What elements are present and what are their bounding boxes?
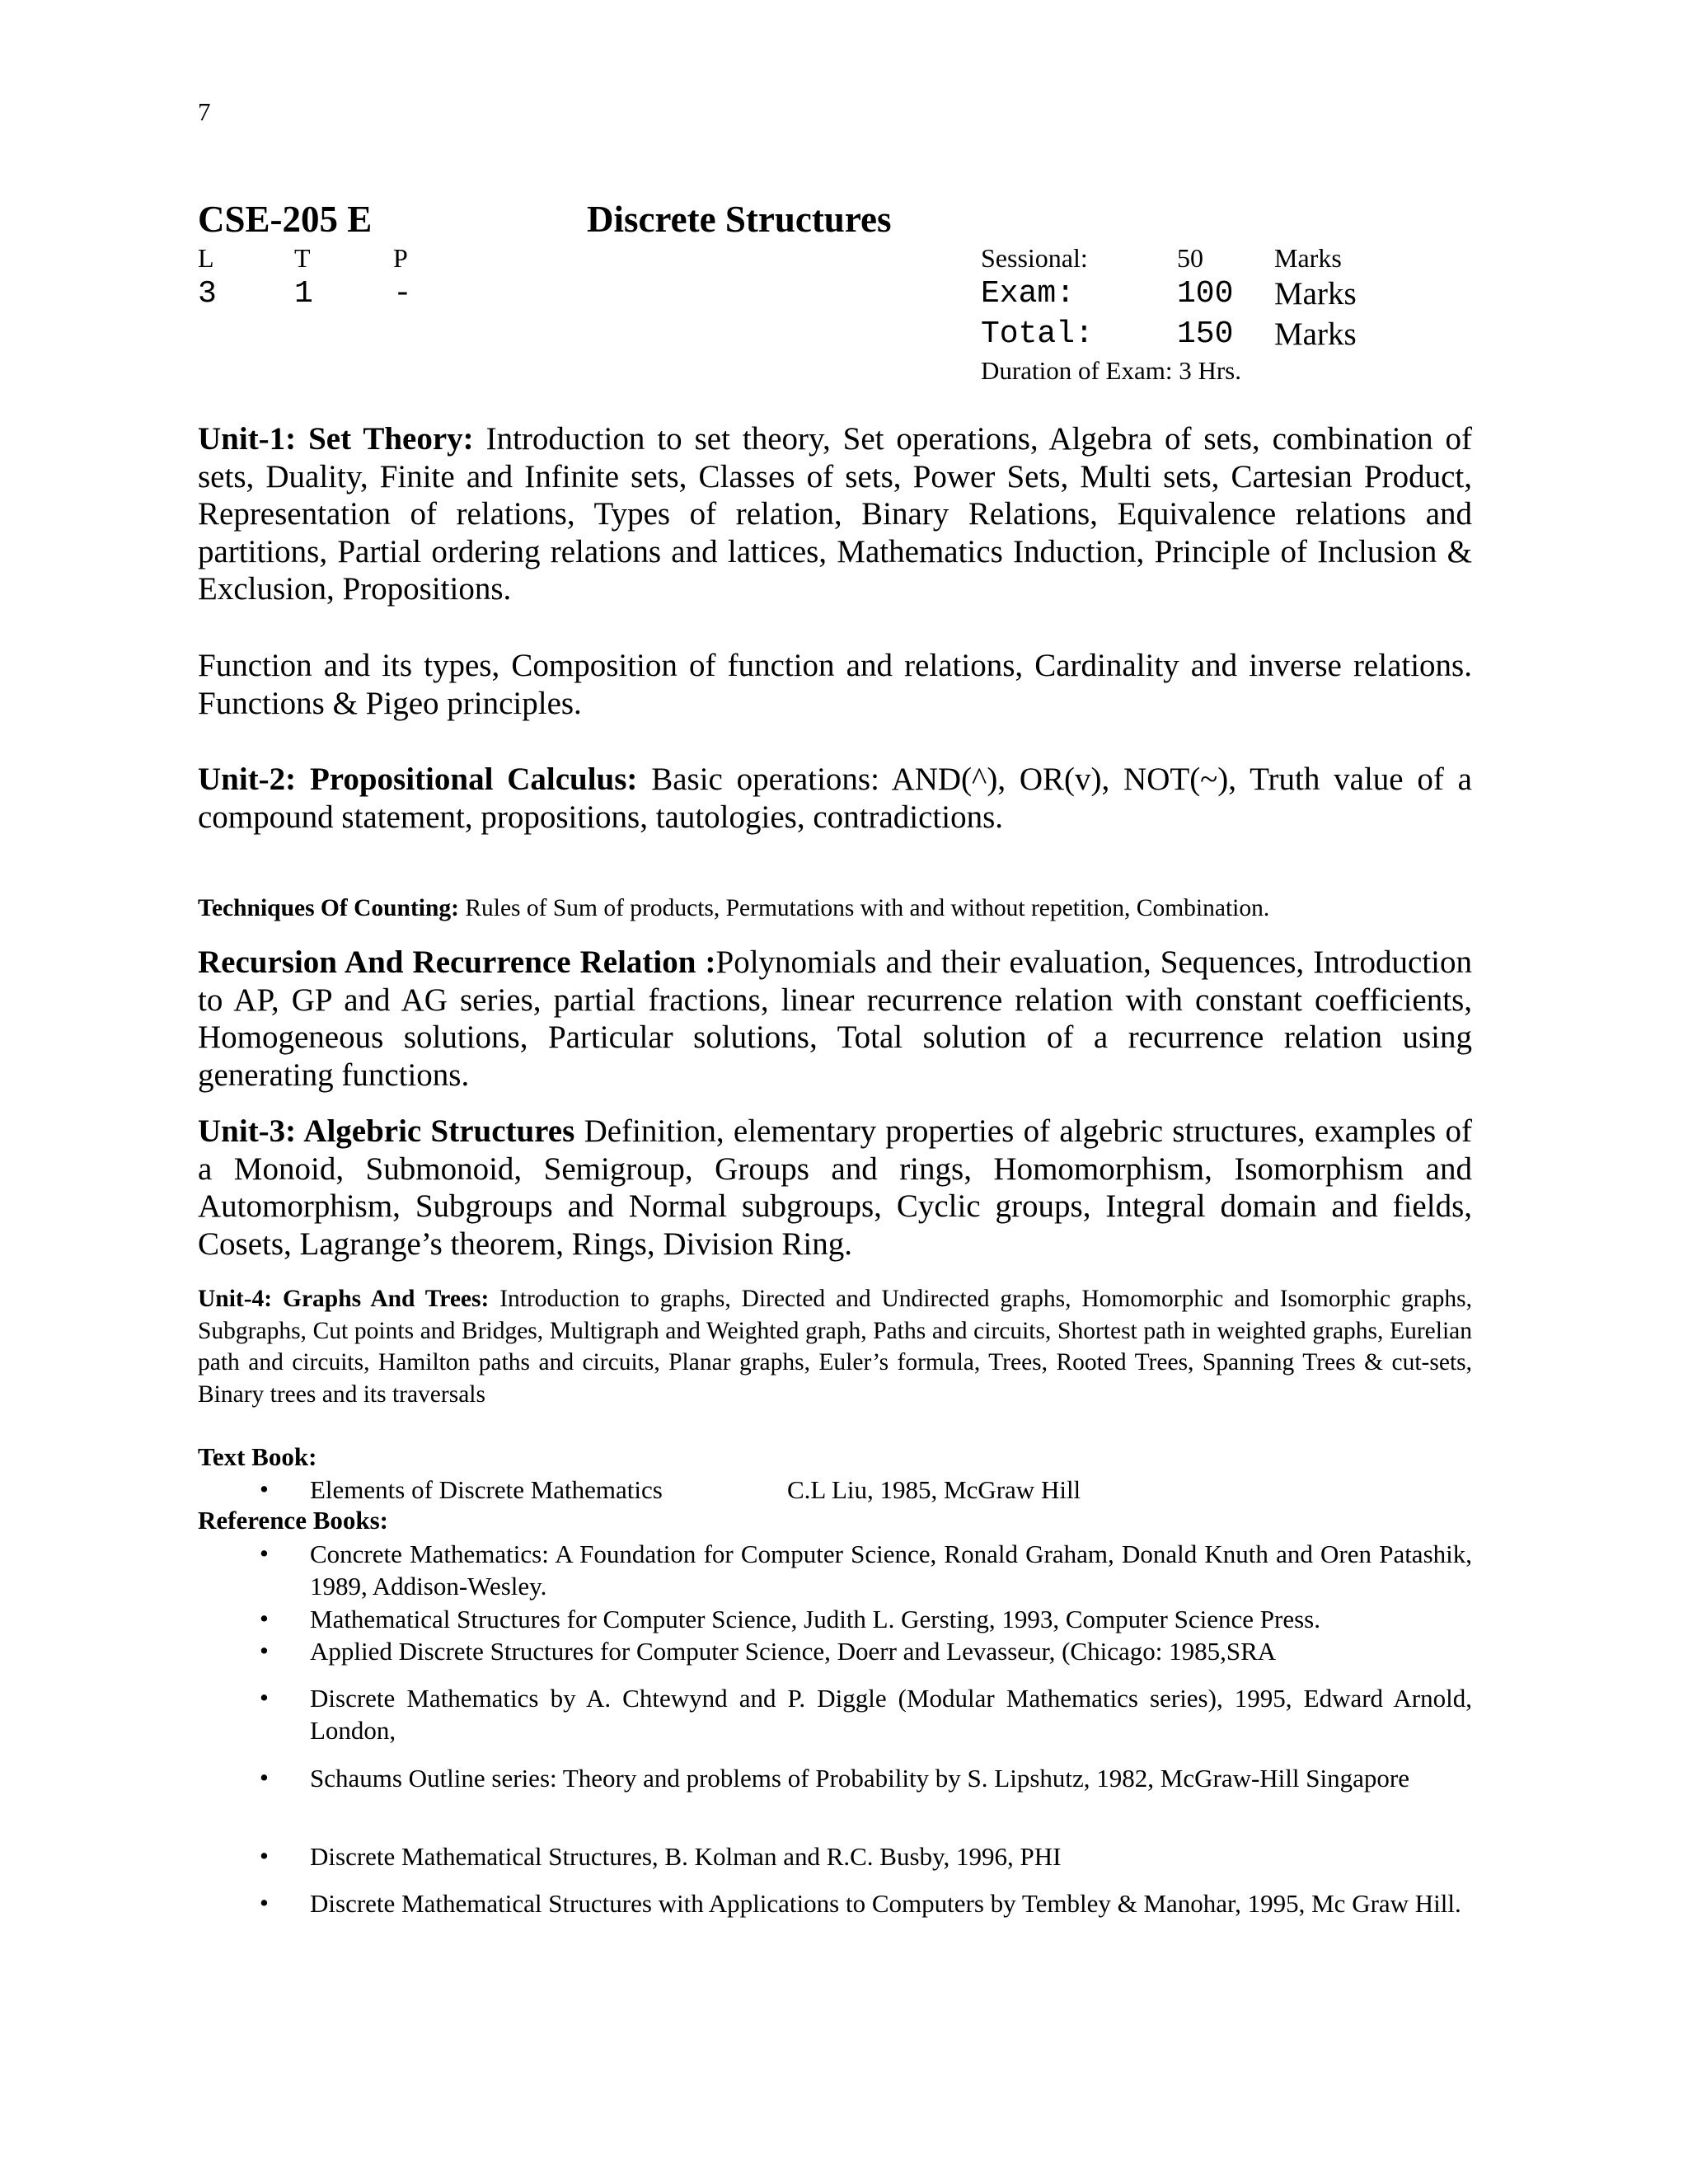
unit-4-heading: Unit-4: Graphs And Trees: xyxy=(198,1286,490,1312)
recursion-text: Polynomials and their evaluation, Sequences, Introduction to AP, GP and AG series, partial fractions, linear recurrence relation with constant coefficients, Homogeneous solutions, Particular solutions, Total solution of a recurrence relation using generating functions. xyxy=(198,944,1472,1093)
counting-text: Rules of Sum of products, Permutations with and without repetition, Combination. xyxy=(458,895,1270,921)
exam-unit: Marks xyxy=(1274,276,1357,312)
unit-3-text: Definition, elementary properties of algebric structures, examples of a Monoid, Submonoid, Semigroup, Groups and rings, Homomorphism, Isomorphism and Automorphism, Subgroups and Normal subgroups, Cyclic groups, Integral domain and fields, Cosets, Lagrange’s theorem, Rings, Division Ring. xyxy=(198,1113,1472,1262)
reference-book-item: Schaums Outline series: Theory and problems of Probability by S. Lipshutz, 1982, McGraw-Hill Singapore xyxy=(310,1764,1409,1793)
exam-value: 100 xyxy=(1177,276,1234,312)
reference-book-item: Discrete Mathematical Structures, B. Kolman and R.C. Busby, 1996, PHI xyxy=(310,1842,1062,1871)
reference-books-heading: Reference Books: xyxy=(198,1506,389,1535)
text-book-title: Elements of Discrete Mathematics xyxy=(310,1475,663,1504)
reference-book-item: Discrete Mathematical Structures with Applications to Computers by Tembley & Manohar, 1995, Mc Graw Hill. xyxy=(310,1889,1461,1918)
ltp-header-l: L xyxy=(198,243,214,273)
reference-book-item: Applied Discrete Structures for Computer Science, Doerr and Levasseur, (Chicago: 1985,SRA xyxy=(310,1637,1277,1666)
bullet-icon: • xyxy=(260,1683,269,1712)
sessional-unit: Marks xyxy=(1274,243,1342,273)
total-value: 150 xyxy=(1177,316,1234,352)
text-book-heading: Text Book: xyxy=(198,1442,317,1471)
recursion-paragraph xyxy=(198,944,1472,1094)
course-title: Discrete Structures xyxy=(587,199,892,240)
unit-1-text: Introduction to set theory, Set operations, Algebra of sets, combination of sets, Duality, Finite and Infinite sets, Classes of sets, Power Sets, Multi sets, Cartesian Product, Representation of relations, Types of relation, Binary Relations, Equivalence relations and partitions, Partial ordering relations and lattices, Mathematics Induction, Principle of Inclusion & Exclusion, Propositions. xyxy=(198,421,1473,607)
unit-4-paragraph xyxy=(198,1283,1472,1410)
reference-book-item: Mathematical Structures for Computer Science, Judith L. Gersting, 1993, Computer Science Press. xyxy=(310,1605,1320,1633)
bullet-icon: • xyxy=(260,1604,269,1633)
page-number: 7 xyxy=(198,97,211,126)
unit-2-heading: Unit-2: Propositional Calculus: xyxy=(198,762,638,797)
ltp-header-p: P xyxy=(393,243,408,273)
ltp-value-p: - xyxy=(393,276,412,312)
unit-3-paragraph xyxy=(198,1113,1472,1263)
ltp-header-t: T xyxy=(294,243,311,273)
ltp-value-l: 3 xyxy=(198,276,217,312)
unit-4-text: Introduction to graphs, Directed and Undirected graphs, Homomorphic and Isomorphic graphs, Subgraphs, Cut points and Bridges, Multigraph and Weighted graph, Paths and circuits, Shortest path in weighted graphs, Eurelian path and circuits, Hamilton paths and circuits, Planar graphs, Euler’s formula, Trees, Rooted Trees, Spanning Trees & cut-sets, Binary trees and its traversals xyxy=(198,1286,1472,1408)
bullet-icon: • xyxy=(260,1539,269,1568)
bullet-icon: • xyxy=(260,1474,269,1503)
exam-label: Exam: xyxy=(981,276,1076,312)
functions-paragraph: Function and its types, Composition of function and relations, Cardinality and inverse relations. Functions & Pigeo principles. xyxy=(198,648,1472,721)
bullet-icon: • xyxy=(260,1636,269,1665)
text-book-details: C.L Liu, 1985, McGraw Hill xyxy=(787,1475,1081,1504)
bullet-icon: • xyxy=(260,1841,269,1870)
sessional-value: 50 xyxy=(1177,243,1203,273)
bullet-icon: • xyxy=(260,1763,269,1792)
unit-3-heading: Unit-3: Algebric Structures xyxy=(198,1113,575,1149)
unit-2-paragraph xyxy=(198,761,1472,836)
exam-duration: Duration of Exam: 3 Hrs. xyxy=(981,356,1241,385)
reference-book-item: Discrete Mathematics by A. Chtewynd and P. Diggle (Modular Mathematics series), 1995, Edward Arnold, London, xyxy=(310,1684,1472,1745)
counting-paragraph xyxy=(198,893,1472,924)
counting-heading: Techniques Of Counting: xyxy=(198,895,459,921)
total-label: Total: xyxy=(981,316,1094,352)
unit-1-paragraph xyxy=(198,420,1472,608)
ltp-value-t: 1 xyxy=(294,276,313,312)
course-code: CSE-205 E xyxy=(198,199,373,240)
unit-2-text: Basic operations: AND(^), OR(v), NOT(~), Truth value of a compound statement, propositions, tautologies, contradictions. xyxy=(198,762,1472,835)
recursion-heading: Recursion And Recurrence Relation : xyxy=(198,944,716,980)
sessional-label: Sessional: xyxy=(981,243,1088,273)
bullet-icon: • xyxy=(260,1888,269,1917)
unit-1-heading: Unit-1: Set Theory: xyxy=(198,421,474,457)
reference-book-item: Concrete Mathematics: A Foundation for Computer Science, Ronald Graham, Donald Knuth and Oren Patashik, 1989, Addison-Wesley. xyxy=(310,1540,1472,1601)
total-unit: Marks xyxy=(1274,316,1357,352)
